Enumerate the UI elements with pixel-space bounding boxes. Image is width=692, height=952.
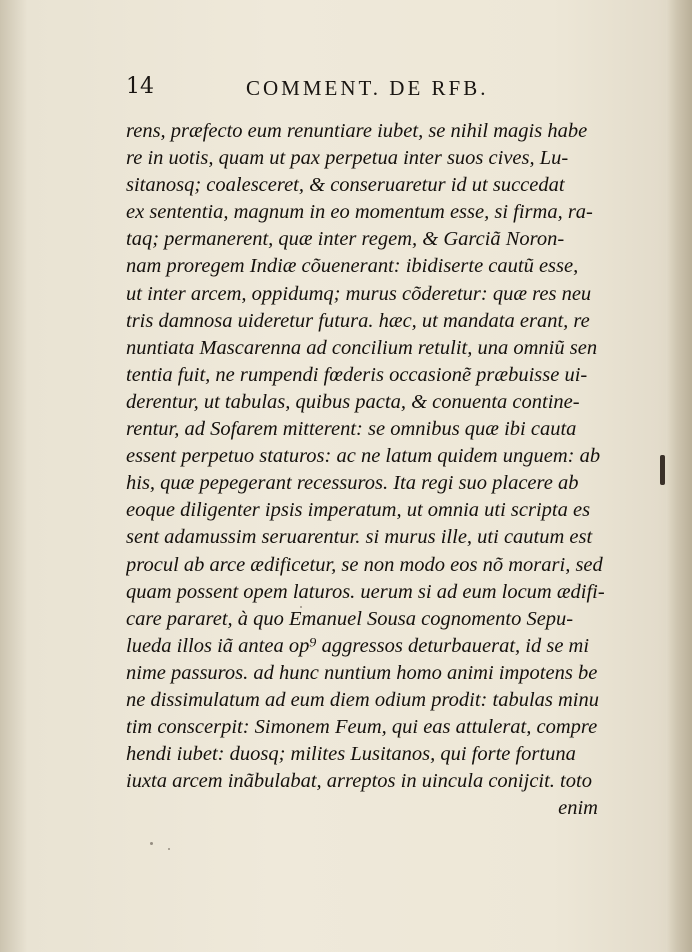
page-gutter (666, 0, 692, 952)
margin-mark (660, 455, 665, 485)
text-line: ne dissimulatum ad eum diem odium prodit: tabulas minu (126, 688, 600, 711)
text-line: quam possent opem laturos. uerum si ad eum locum ædifi- (126, 580, 605, 603)
text-line: care pararet, à quo Emanuel Sousa cognomento Sepu- (126, 607, 574, 630)
running-head: COMMENT. DE RFB. (246, 76, 489, 100)
text-line: derentur, ut tabulas, quibus pacta, & conuenta contine- (126, 390, 580, 413)
body-text (126, 118, 606, 822)
text-line: rens, præfecto eum renuntiare iubet, se nihil magis habe (126, 120, 588, 142)
text-line: nime passuros. ad hunc nuntium homo animi impotens be (126, 661, 598, 684)
text-line: tim conscerpit: Simonem Feum, qui eas attulerat, compre (126, 716, 598, 739)
text-line: hendi iubet: duosq; milites Lusitanos, qui forte fortuna (126, 743, 576, 766)
catchword: enim (558, 797, 598, 820)
text-line: ut inter arcem, oppidumq; murus cõderetur: quæ res neu (126, 282, 592, 305)
text-line: procul ab arce ædificetur, se non modo eos nõ morari, sed (126, 553, 603, 576)
text-line: iuxta arcem inãbulabat, arreptos in uincula conijcit. toto (126, 770, 592, 793)
text-line: rentur, ad Sofarem mitterent: se omnibus quæ ibi cauta (126, 418, 577, 441)
text-line: lueda illos iã antea op⁹ aggressos deturbauerat, id se mi (126, 634, 590, 657)
paper-speck (168, 848, 170, 850)
text-line: eoque diligenter ipsis imperatum, ut omnia uti scripta es (126, 499, 591, 522)
text-line: tentia fuit, ne rumpendi fœderis occasionẽ præbuisse ui- (126, 363, 588, 386)
text-line: nuntiata Mascarenna ad concilium retulit, una omniũ sen (126, 336, 598, 359)
text-line: sent adamussim seruarentur. si murus ille, uti cautum est (126, 526, 593, 549)
text-line: ex sententia, magnum in eo momentum esse, si firma, ra- (126, 201, 593, 224)
text-line: sitanosq; coalesceret, & conseruaretur id ut succedat (126, 174, 565, 197)
text-line: tris damnosa uideretur futura. hæc, ut mandata erant, re (126, 309, 590, 332)
text-line: nam proregem Indiæ cõuenerant: ibidiserte cautũ esse, (126, 255, 579, 278)
text-line: taq; permanerent, quæ inter regem, & Garciã Noron- (126, 228, 565, 251)
paper-speck (300, 606, 302, 608)
text-line: essent perpetuo staturos: ac ne latum quidem unguem: ab (126, 445, 601, 468)
paper-speck (150, 842, 153, 845)
page-header (126, 74, 606, 106)
text-line: his, quæ pepegerant recessuros. Ita regi suo placere ab (126, 472, 579, 495)
page-number: 14 (126, 74, 154, 99)
text-line: re in uotis, quam ut pax perpetua inter suos cives, Lu- (126, 147, 569, 170)
